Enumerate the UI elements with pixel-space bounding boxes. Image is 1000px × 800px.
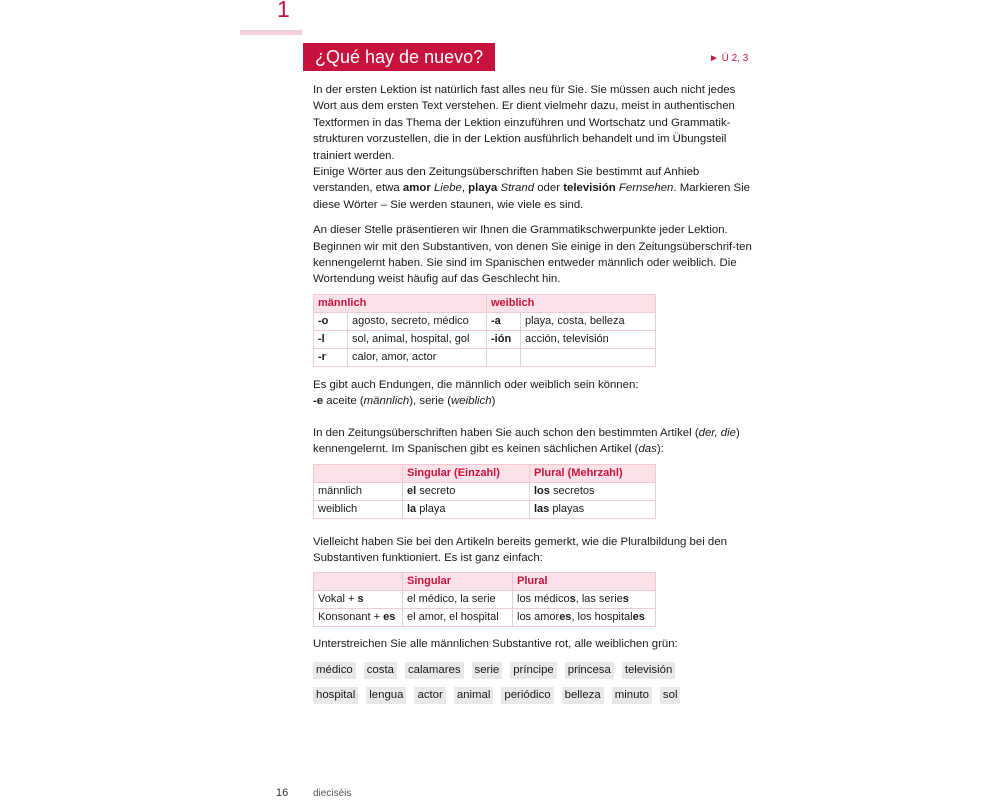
gender-endings-table bbox=[313, 294, 656, 367]
singular-form: el secreto bbox=[403, 482, 530, 500]
intro-paragraph-2: Einige Wörter aus den Zeitungsüberschriften haben Sie bestimmt auf Anhieb verstanden, etwa amor Liebe, playa Strand oder televisión Fernsehen. Markieren Sie diese Wörter – Sie werden staunen, wie viele es sind. bbox=[313, 166, 750, 211]
grammar-lead: An dieser Stelle präsentieren wir Ihnen die Grammatikschwerpunkte jeder Lektion. bbox=[313, 224, 728, 237]
plural-rule: Vokal + s bbox=[314, 591, 403, 609]
word-tag[interactable]: calamares bbox=[405, 662, 464, 679]
endings-example: -e aceite (männlich), serie (weiblich) bbox=[313, 395, 496, 408]
word-tag[interactable]: actor bbox=[414, 687, 445, 704]
table-head-singular: Singular (Einzahl) bbox=[403, 464, 530, 482]
example-translation: Fernsehen bbox=[618, 182, 674, 195]
word-tag[interactable]: animal bbox=[454, 687, 494, 704]
word-tag[interactable]: sol bbox=[660, 687, 681, 704]
table-head-plural: Plural (Mehrzahl) bbox=[530, 464, 656, 482]
word-list: sol, animal, hospital, gol bbox=[348, 330, 487, 348]
example-translation: Liebe bbox=[433, 182, 462, 195]
word-tag[interactable]: princesa bbox=[565, 662, 614, 679]
example-word: playa bbox=[468, 182, 498, 195]
plural-examples: los amores, los hospitales bbox=[513, 609, 656, 627]
gender-label: männlich bbox=[314, 482, 403, 500]
exercise-crossref[interactable]: ► Ü 2, 3 bbox=[709, 53, 749, 64]
word-tag[interactable]: hospital bbox=[313, 687, 358, 704]
plural-intro: Vielleicht haben Sie bei den Artikeln bereits gemerkt, wie die Pluralbildung bei den Substantiven funktioniert. Es ist ganz einfach: bbox=[313, 535, 727, 564]
word-tag[interactable]: televisión bbox=[622, 662, 676, 679]
singular-form: la playa bbox=[403, 500, 530, 518]
example-word: amor bbox=[402, 182, 431, 195]
table-row bbox=[314, 609, 656, 627]
word-row-2 bbox=[313, 687, 758, 704]
word-list: calor, amor, actor bbox=[348, 348, 487, 366]
example-translation: Strand bbox=[500, 182, 535, 195]
endings-note: Es gibt auch Endungen, die männlich oder weiblich sein können: bbox=[313, 378, 639, 391]
word-tag[interactable]: minuto bbox=[612, 687, 652, 704]
word-tag[interactable]: príncipe bbox=[510, 662, 557, 679]
word-tag[interactable]: costa bbox=[364, 662, 397, 679]
table-head-plural: Plural bbox=[513, 573, 656, 591]
example-word: televisión bbox=[563, 182, 616, 195]
word-row-1 bbox=[313, 662, 758, 679]
plural-form: los secretos bbox=[530, 482, 656, 500]
article-table bbox=[313, 464, 656, 519]
ending: -ión bbox=[491, 332, 512, 345]
chapter-rule bbox=[240, 30, 302, 35]
footer-page-number: 16 bbox=[276, 787, 289, 799]
singular-examples: el médico, la serie bbox=[403, 591, 513, 609]
table-row bbox=[314, 312, 656, 330]
table-row bbox=[314, 482, 656, 500]
plural-rule: Konsonant + es bbox=[314, 609, 403, 627]
gender-label: weiblich bbox=[314, 500, 403, 518]
article-intro: In den Zeitungsüberschriften haben Sie auch schon den bestimmten Artikel (der, die) kennengelernt. Im Spanischen gibt es keinen sächlichen Artikel (das): bbox=[313, 426, 740, 456]
table-row bbox=[314, 348, 656, 366]
word-list: playa, costa, belleza bbox=[521, 312, 656, 330]
word-list: acción, televisión bbox=[521, 330, 656, 348]
ending: -a bbox=[491, 314, 501, 327]
word-tag[interactable]: serie bbox=[472, 662, 503, 679]
page-content bbox=[313, 82, 758, 704]
word-tag[interactable]: belleza bbox=[562, 687, 604, 704]
table-row bbox=[314, 330, 656, 348]
intro-paragraph-1: In der ersten Lektion ist natürlich fast alles neu für Sie. Sie müssen auch nicht jedes Wort aus dem ersten Text verstehen. Er dient vielmehr dazu, meist in authentischen Textformen in das Thema der Lektion einzuführen und Wortschatz und Grammatik-strukturen vorzustellen, die in der Lektion ausführlich behandelt und im Übungsteil trainiert werden. bbox=[313, 84, 736, 162]
plural-form: las playas bbox=[530, 500, 656, 518]
plural-table bbox=[313, 572, 656, 627]
section-title: ¿Qué hay de nuevo? bbox=[303, 43, 495, 71]
singular-examples: el amor, el hospital bbox=[403, 609, 513, 627]
empty-cell bbox=[521, 348, 656, 366]
ending: -l bbox=[318, 332, 325, 345]
ending: -o bbox=[318, 314, 329, 327]
table-row bbox=[314, 500, 656, 518]
table-row bbox=[314, 591, 656, 609]
word-tag[interactable]: lengua bbox=[366, 687, 406, 704]
footer-page-word: dieciséis bbox=[313, 788, 352, 799]
word-tag[interactable]: médico bbox=[313, 662, 356, 679]
word-tag[interactable]: periódico bbox=[501, 687, 553, 704]
table-head-feminine: weiblich bbox=[487, 294, 656, 312]
empty-cell bbox=[487, 348, 521, 366]
table-head-masculine: männlich bbox=[314, 294, 487, 312]
word-list: agosto, secreto, médico bbox=[348, 312, 487, 330]
chapter-number: 1 bbox=[277, 0, 290, 22]
ending: -r bbox=[318, 350, 326, 363]
table-head-singular: Singular bbox=[403, 573, 513, 591]
exercise-instruction: Unterstreichen Sie alle männlichen Substantive rot, alle weiblichen grün: bbox=[313, 638, 678, 651]
grammar-body: Beginnen wir mit den Substantiven, von denen Sie einige in den Zeitungsüberschrif-ten kennengelernt haben. Sie sind im Spanischen entweder männlich oder weiblich. Die Wortendung weist häufig auf das Geschlecht hin. bbox=[313, 240, 752, 286]
plural-examples: los médicos, las series bbox=[513, 591, 656, 609]
